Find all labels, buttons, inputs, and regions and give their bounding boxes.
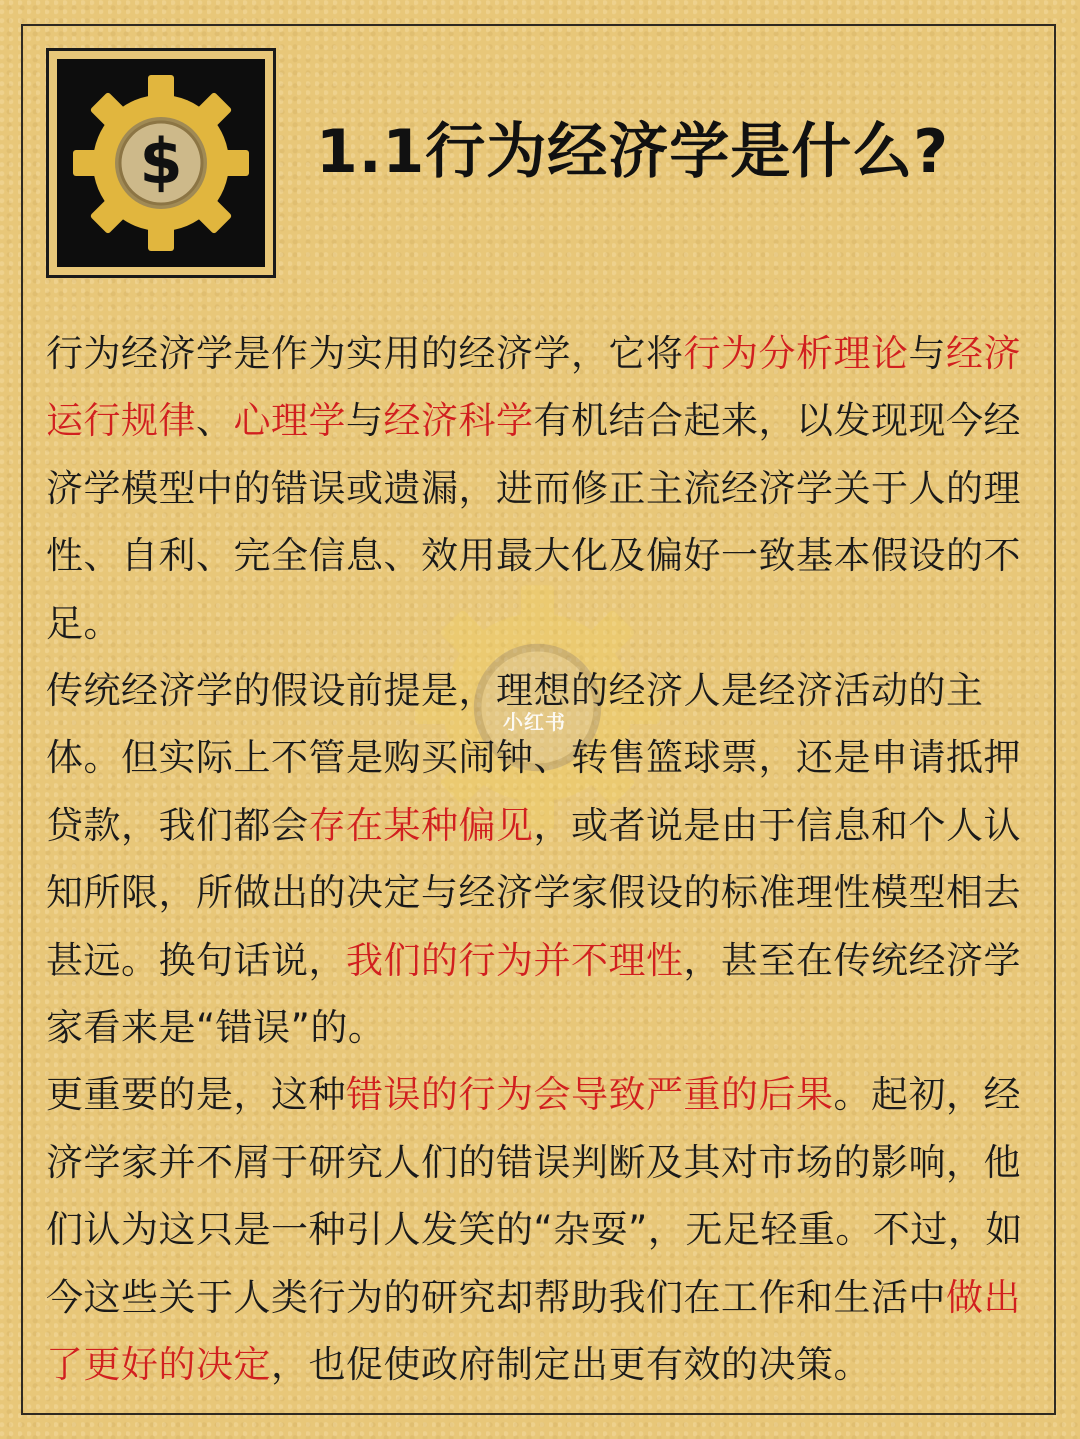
watermark: 小红书 <box>503 710 566 734</box>
body-text: ，甚至在传统经济学家看来是“错误”的。 <box>46 938 1021 1050</box>
highlighted-text: 错误的行为会导致严重的后果 <box>346 1073 834 1117</box>
article-body <box>46 320 1036 1399</box>
body-text: 传统经济学的假设前提是，理想的经济人是经济活动的主体。但实际上不管是购买闹钟、转售篮球票，还是申请抵押贷款，我们都会 <box>46 669 1021 847</box>
dollar-gear-icon <box>57 59 265 267</box>
body-text: 与 <box>346 399 384 443</box>
highlighted-text: 存在某种偏见 <box>308 803 534 847</box>
body-text: 有机结合起来，以发现现今经济学模型中的错误或遗漏，进而修正主流经济学关于人的理性、自利、完全信息、效用最大化及偏好一致基本假设的不足。 <box>46 399 1021 645</box>
highlighted-text: 心理学 <box>233 399 346 443</box>
highlighted-text: 行为分析理论 <box>683 332 909 375</box>
body-text: 更重要的是，这种 <box>46 1073 346 1117</box>
body-text: 行为经济学是作为实用的经济学，它将 <box>46 332 684 375</box>
highlighted-text: 我们的行为并不理性 <box>346 938 684 982</box>
body-text: 。起初，经济学家并不屑于研究人们的错误判断及其对市场的影响，他们认为这只是一种引人发笑的“杂耍”，无足轻重。不过，如今这些关于人类行为的研究却帮助我们在工作和生活中 <box>46 1073 1023 1319</box>
paragraph <box>46 1061 1036 1398</box>
svg-text:$: $ <box>139 125 183 198</box>
body-text: ，也促使政府制定出更有效的决策。 <box>271 1343 871 1387</box>
page-title: 1.1行为经济学是什么? <box>316 117 950 187</box>
body-text: 、 <box>196 399 234 443</box>
paragraph <box>46 320 1036 657</box>
highlighted-text: 做出了更好的决定 <box>46 1275 1021 1387</box>
paragraph <box>46 657 1036 1061</box>
body-text: ，或者说是由于信息和个人认知所限，所做出的决定与经济学家假设的标准理性模型相去甚远。换句话说， <box>46 803 1021 982</box>
highlighted-text: 经济科学 <box>383 399 534 443</box>
highlighted-text: 经济运行规律 <box>46 332 1021 443</box>
logo-box <box>46 48 276 278</box>
body-text: 与 <box>908 332 946 375</box>
